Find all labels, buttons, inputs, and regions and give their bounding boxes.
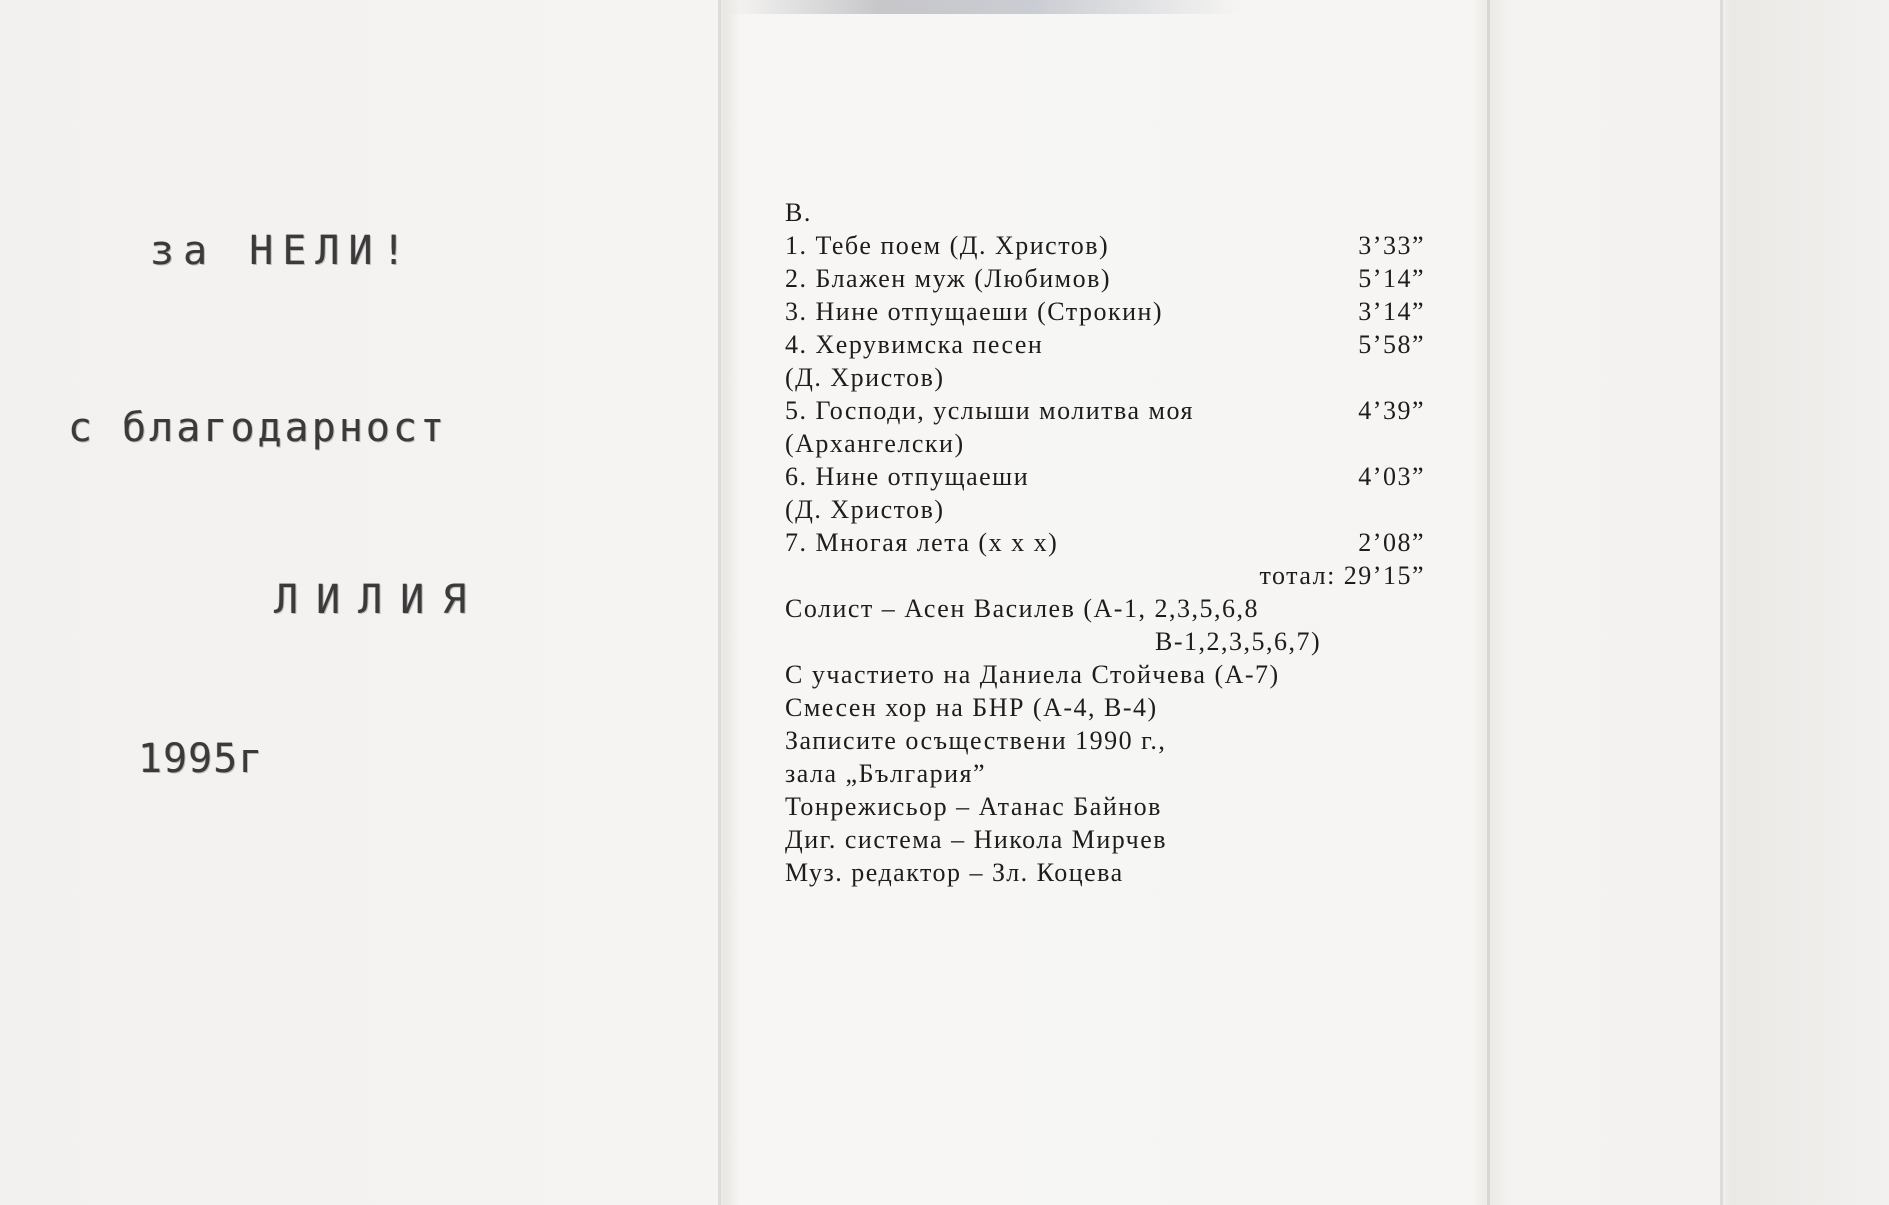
credit-choir: Смесен хор на БНР (А-4, В-4) (785, 693, 1158, 722)
total-time: тотал: 29’15” (1259, 561, 1425, 590)
credit-participation: С участието на Даниела Стойчева (А-7) (785, 660, 1280, 689)
credit-soloist-cont: В-1,2,3,5,6,7) (1155, 627, 1322, 656)
show-through-shadow (205, 190, 685, 810)
track-title: 3. Нине отпущаеши (Строкин) (785, 297, 1164, 326)
track-title: 4. Херувимска песен (785, 330, 1044, 359)
fold-line (1487, 0, 1490, 1205)
track-time: 5’58” (1358, 330, 1425, 359)
track-list (785, 196, 1425, 889)
track-row (785, 262, 1425, 295)
track-title: 6. Нине отпущаеши (785, 462, 1030, 491)
track-subtitle: (Д. Христов) (785, 495, 945, 524)
track-title: 2. Блажен муж (Любимов) (785, 264, 1111, 293)
credit-venue: зала „България” (785, 759, 987, 788)
tape-residue (724, 0, 1244, 14)
fold-line (718, 0, 721, 1205)
track-time: 3’33” (1358, 231, 1425, 260)
track-row (785, 328, 1425, 361)
fold-line (1720, 0, 1723, 1205)
track-title: 7. Многая лета (x x x) (785, 528, 1059, 557)
credit-recorded: Записите осъществени 1990 г., (785, 726, 1167, 755)
track-time: 5’14” (1358, 264, 1425, 293)
track-subtitle: (Архангелски) (785, 429, 965, 458)
track-row (785, 526, 1425, 559)
side-label: В. (785, 198, 812, 227)
track-time: 4’03” (1358, 462, 1425, 491)
track-time: 2’08” (1358, 528, 1425, 557)
track-title: 5. Господи, услыши молитва моя (785, 396, 1194, 425)
credit-music-editor: Муз. редактор – Зл. Коцева (785, 858, 1124, 887)
credit-sound-director: Тонрежисьор – Атанас Байнов (785, 792, 1162, 821)
dedication-signature: ЛИЛИЯ (274, 577, 485, 623)
dedication-year: 1995г (138, 736, 264, 782)
track-row (785, 295, 1425, 328)
dedication-greeting: за НЕЛИ! (150, 228, 415, 274)
track-title: 1. Тебе поем (Д. Христов) (785, 231, 1110, 260)
dedication-thanks: с благодарност (68, 405, 448, 451)
credit-soloist: Солист – Асен Василев (А-1, 2,3,5,6,8 (785, 594, 1259, 623)
track-time: 4’39” (1358, 396, 1425, 425)
track-row (785, 460, 1425, 493)
credit-digital-system: Диг. система – Никола Мирчев (785, 825, 1168, 854)
track-time: 3’14” (1358, 297, 1425, 326)
track-row (785, 229, 1425, 262)
track-subtitle: (Д. Христов) (785, 363, 945, 392)
track-row (785, 394, 1425, 427)
